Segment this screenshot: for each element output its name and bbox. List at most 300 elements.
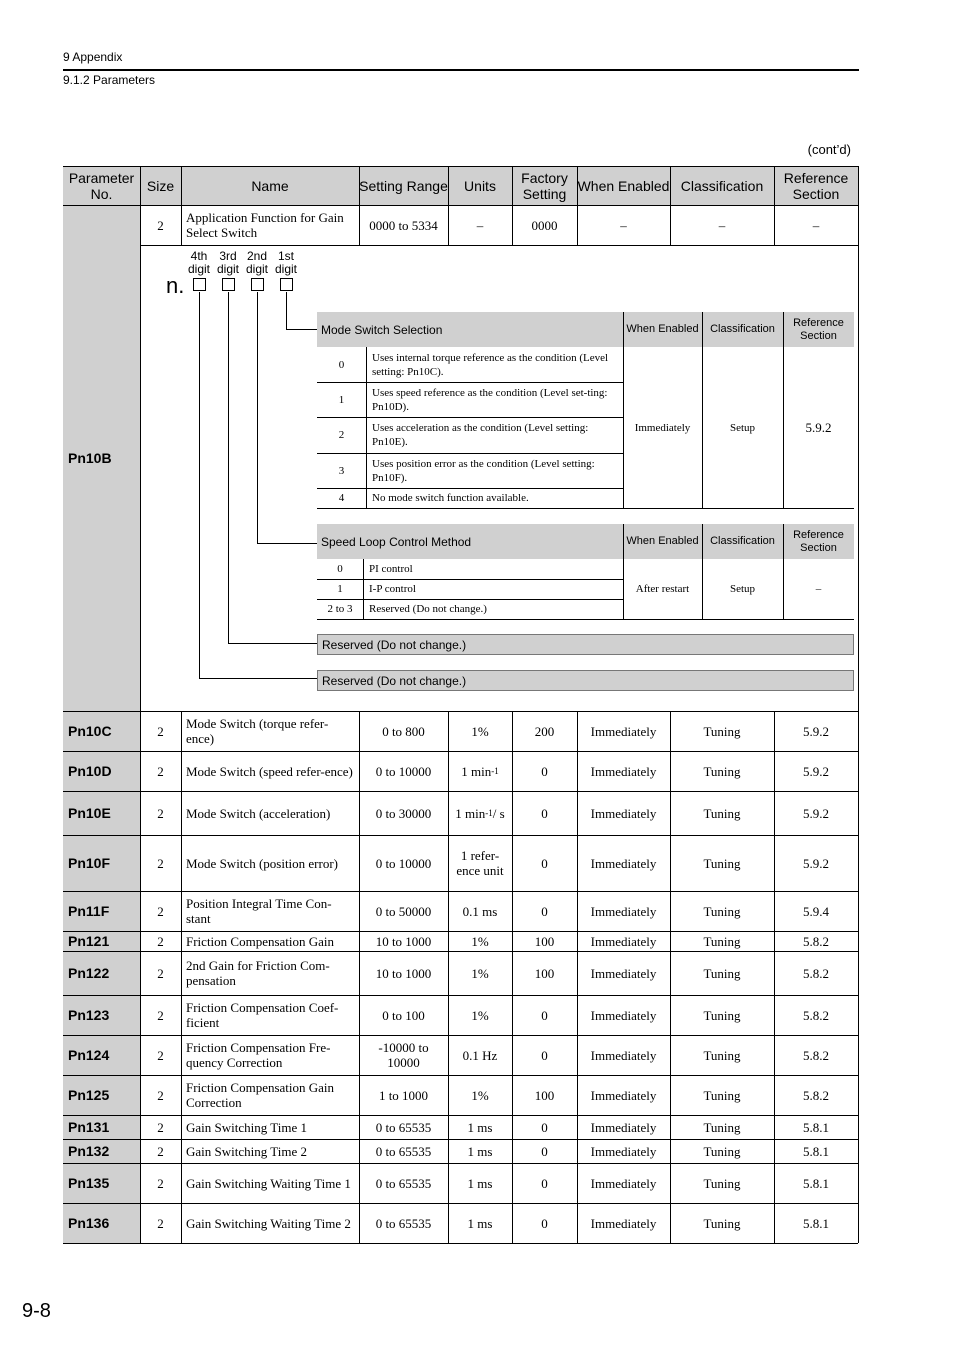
row-divider xyxy=(181,995,182,1035)
row-divider xyxy=(858,951,859,995)
sub-col-ref: Reference Section xyxy=(783,312,854,347)
row-divider xyxy=(359,951,360,995)
row-divider xyxy=(858,1163,859,1203)
row-divider xyxy=(577,891,578,931)
table-top-rule xyxy=(63,166,858,167)
row-divider xyxy=(774,205,775,245)
row-divider xyxy=(448,1203,449,1243)
row-name: Friction Compensation Gain xyxy=(186,933,335,949)
row-class: Tuning xyxy=(703,1175,741,1191)
row-size: 2 xyxy=(157,965,164,981)
row-divider xyxy=(858,891,859,931)
row-when: Immediately xyxy=(590,763,657,779)
row-divider xyxy=(140,931,141,951)
row-rule xyxy=(63,1139,858,1140)
row-divider xyxy=(448,1075,449,1115)
row-rule xyxy=(63,891,858,892)
param-cell: Pn131 xyxy=(63,1115,140,1139)
row-divider xyxy=(181,1139,182,1163)
row-units: 1% xyxy=(471,933,489,949)
row-class: Tuning xyxy=(703,1087,741,1103)
row-divider xyxy=(774,951,775,995)
row-divider xyxy=(448,891,449,931)
sub-rule xyxy=(623,619,854,620)
row-rule xyxy=(63,1075,858,1076)
row-factory: 0 xyxy=(541,1119,548,1135)
row-range: 0 to 65535 xyxy=(375,1215,432,1231)
row-size: 2 xyxy=(157,1047,164,1063)
col-header-units: Units xyxy=(448,166,512,205)
sub-col-when: When Enabled xyxy=(623,312,702,347)
row-class: Tuning xyxy=(703,965,741,981)
row-range: 0 to 800 xyxy=(382,723,425,739)
row-divider xyxy=(359,1115,360,1139)
header-divider xyxy=(181,166,182,205)
row-divider xyxy=(140,711,141,751)
param-cell: Pn11F xyxy=(63,891,140,931)
row-factory: 0 xyxy=(541,1047,548,1063)
mode-when: Immediately xyxy=(634,421,691,434)
row-when: Immediately xyxy=(590,1215,657,1231)
row-divider xyxy=(140,1203,141,1243)
header-divider xyxy=(448,166,449,205)
row-divider xyxy=(140,1163,141,1203)
row-when: Immediately xyxy=(590,1087,657,1103)
row-rule xyxy=(63,1035,858,1036)
row-units: 1 min -1 / s xyxy=(455,805,505,821)
row-class: Tuning xyxy=(703,805,741,821)
row-divider xyxy=(140,1115,141,1139)
col-header-range: Setting Range xyxy=(359,166,448,205)
row-ref: 5.9.2 xyxy=(803,763,829,779)
row-name: Mode Switch (speed refer-ence) xyxy=(186,763,353,779)
param-cell: Pn10C xyxy=(63,711,140,751)
row-divider xyxy=(577,751,578,791)
param-cell: Pn10E xyxy=(63,791,140,835)
row-divider xyxy=(512,751,513,791)
row-divider xyxy=(448,751,449,791)
sub-rule xyxy=(317,619,623,620)
pn10b-factory: 0000 xyxy=(531,217,558,233)
row-divider xyxy=(448,1139,449,1163)
digit-box xyxy=(251,278,264,291)
row-divider xyxy=(359,711,360,751)
row-divider xyxy=(858,995,859,1035)
row-divider xyxy=(181,1035,182,1075)
row-divider xyxy=(858,1075,859,1115)
row-name: Gain Switching Time 2 xyxy=(186,1143,307,1159)
row-divider xyxy=(774,891,775,931)
row-when: Immediately xyxy=(590,1143,657,1159)
row-size: 2 xyxy=(157,1007,164,1023)
row-divider xyxy=(858,711,859,751)
reserved-bar: Reserved (Do not change.) xyxy=(317,634,854,655)
header-divider xyxy=(359,166,360,205)
row-class: Tuning xyxy=(703,1119,741,1135)
row-divider xyxy=(448,835,449,891)
row-divider xyxy=(359,1075,360,1115)
row-rule xyxy=(63,711,858,712)
speed-description: I-P control xyxy=(369,583,416,595)
row-divider xyxy=(670,835,671,891)
row-size: 2 xyxy=(157,1215,164,1231)
sub-divider xyxy=(783,524,784,619)
row-divider xyxy=(858,1035,859,1075)
prefix-label: n. xyxy=(166,273,185,298)
row-factory: 200 xyxy=(534,723,555,739)
row-rule xyxy=(63,995,858,996)
row-name: Friction Compensation Coef-ficient xyxy=(186,1000,339,1030)
row-divider xyxy=(359,1139,360,1163)
row-divider xyxy=(577,1075,578,1115)
mode-description: Uses position error as the condition (Level setting: Pn10F). xyxy=(372,457,595,484)
row-divider xyxy=(670,931,671,951)
param-cell: Pn10B xyxy=(63,205,140,711)
row-divider xyxy=(181,951,182,995)
section-header: 9.1.2 Parameters xyxy=(63,73,156,87)
row-divider xyxy=(140,995,141,1035)
row-when: Immediately xyxy=(590,1175,657,1191)
row-size: 2 xyxy=(157,723,164,739)
row-divider xyxy=(140,791,141,835)
row-class: Tuning xyxy=(703,723,741,739)
row-divider xyxy=(359,1035,360,1075)
mode-value: 4 xyxy=(338,492,345,504)
row-name: Friction Compensation Gain Correction xyxy=(186,1080,335,1110)
row-divider xyxy=(577,931,578,951)
row-divider xyxy=(512,711,513,751)
row-divider xyxy=(512,951,513,995)
row-factory: 0 xyxy=(541,1175,548,1191)
digit-box xyxy=(222,278,235,291)
row-divider xyxy=(774,1203,775,1243)
row-ref: 5.8.1 xyxy=(803,1215,829,1231)
row-divider xyxy=(181,205,182,245)
row-divider xyxy=(140,891,141,931)
row-range: 0 to 10000 xyxy=(375,763,432,779)
row-divider xyxy=(140,751,141,791)
row-divider xyxy=(181,835,182,891)
pn10b-size: 2 xyxy=(157,217,164,233)
row-divider xyxy=(670,891,671,931)
row-divider xyxy=(181,1075,182,1115)
row-size: 2 xyxy=(157,1175,164,1191)
pn10b-when: – xyxy=(620,217,627,233)
param-cell: Pn121 xyxy=(63,931,140,951)
sub-divider xyxy=(366,347,367,508)
row-divider xyxy=(359,751,360,791)
sub-divider xyxy=(623,524,624,619)
mode-class: Setup xyxy=(729,421,756,434)
header-divider xyxy=(140,166,141,205)
row-name: Gain Switching Time 1 xyxy=(186,1119,307,1135)
row-units: 1% xyxy=(471,1087,489,1103)
speed-when: After restart xyxy=(635,583,690,595)
sub-divider xyxy=(702,312,703,508)
row-divider xyxy=(670,1035,671,1075)
row-divider xyxy=(577,1139,578,1163)
param-cell: Pn10F xyxy=(63,835,140,891)
row-divider xyxy=(670,751,671,791)
row-ref: 5.8.1 xyxy=(803,1143,829,1159)
row-divider xyxy=(670,995,671,1035)
row-size: 2 xyxy=(157,1143,164,1159)
row-size: 2 xyxy=(157,855,164,871)
row-divider xyxy=(140,1035,141,1075)
speed-class: Setup xyxy=(729,583,756,595)
row-units: 1% xyxy=(471,723,489,739)
row-divider xyxy=(448,711,449,751)
row-units: 1 min -1 xyxy=(461,763,499,779)
sub-col-when: When Enabled xyxy=(623,524,702,559)
row-size: 2 xyxy=(157,1087,164,1103)
row-divider xyxy=(670,1163,671,1203)
digit-label: 1st digit xyxy=(274,249,297,276)
speed-value: 1 xyxy=(337,583,343,595)
param-cell: Pn124 xyxy=(63,1035,140,1075)
row-class: Tuning xyxy=(703,1007,741,1023)
row-factory: 0 xyxy=(541,903,548,919)
row-divider xyxy=(359,995,360,1035)
pn10b-units: – xyxy=(476,217,484,233)
row-units: 1 ms xyxy=(467,1119,493,1135)
row-divider xyxy=(858,1203,859,1243)
row-divider xyxy=(774,931,775,951)
sub-col-class: Classification xyxy=(702,312,783,347)
row-factory: 100 xyxy=(534,933,555,949)
header-divider xyxy=(670,166,671,205)
row-units: 1% xyxy=(471,965,489,981)
row-divider xyxy=(858,931,859,951)
row-rule xyxy=(63,931,858,932)
row-divider xyxy=(448,1115,449,1139)
row-range: 0 to 30000 xyxy=(375,805,432,821)
row-name: Gain Switching Waiting Time 2 xyxy=(186,1215,351,1231)
param-cell: Pn122 xyxy=(63,951,140,995)
row-divider xyxy=(774,1075,775,1115)
row-class: Tuning xyxy=(703,903,741,919)
row-factory: 0 xyxy=(541,1007,548,1023)
row-divider xyxy=(670,1139,671,1163)
row-divider xyxy=(774,1115,775,1139)
row-size: 2 xyxy=(157,1119,164,1135)
param-cell: Pn125 xyxy=(63,1075,140,1115)
digit-label: 4th digit xyxy=(187,249,210,276)
param-cell: Pn132 xyxy=(63,1139,140,1163)
mode-description: Uses speed reference as the condition (Level set-ting: Pn10D). xyxy=(372,386,608,413)
speed-value: 0 xyxy=(337,563,343,575)
row-divider xyxy=(774,995,775,1035)
row-divider xyxy=(359,791,360,835)
row-name: Mode Switch (position error) xyxy=(186,855,339,871)
row-rule xyxy=(63,751,858,752)
row-size: 2 xyxy=(157,933,164,949)
row-divider xyxy=(670,1203,671,1243)
mode-description: Uses internal torque reference as the condition (Level setting: Pn10C). xyxy=(372,351,609,378)
row-range: -10000 to 10000 xyxy=(378,1040,429,1070)
row-divider xyxy=(181,711,182,751)
header-rule xyxy=(63,69,859,71)
reserved-bar: Reserved (Do not change.) xyxy=(317,670,854,691)
param-cell: Pn135 xyxy=(63,1163,140,1203)
row-divider xyxy=(512,1139,513,1163)
leader-line xyxy=(257,292,258,543)
row-divider xyxy=(359,1163,360,1203)
row-divider xyxy=(359,835,360,891)
row-divider xyxy=(577,1163,578,1203)
row-factory: 0 xyxy=(541,763,548,779)
col-header-size: Size xyxy=(140,166,181,205)
row-rule xyxy=(140,245,858,246)
row-range: 0 to 100 xyxy=(382,1007,425,1023)
row-size: 2 xyxy=(157,805,164,821)
sub-divider xyxy=(623,312,624,508)
row-range: 0 to 65535 xyxy=(375,1119,432,1135)
row-range: 0 to 65535 xyxy=(375,1175,432,1191)
row-divider xyxy=(774,835,775,891)
pn10b-name: Application Function for Gain Select Switch xyxy=(186,210,344,240)
mode-ref: 5.9.2 xyxy=(805,419,832,435)
chapter-header: 9 Appendix xyxy=(63,50,123,64)
row-rule xyxy=(63,1115,858,1116)
row-name: Mode Switch (torque refer-ence) xyxy=(186,716,329,746)
row-class: Tuning xyxy=(703,933,741,949)
row-divider xyxy=(181,1203,182,1243)
row-units: 0.1 ms xyxy=(462,903,498,919)
digit-box xyxy=(193,278,206,291)
row-units: 1% xyxy=(471,1007,489,1023)
row-factory: 100 xyxy=(534,965,555,981)
row-divider xyxy=(512,995,513,1035)
row-divider xyxy=(448,1163,449,1203)
header-divider xyxy=(774,166,775,205)
row-divider xyxy=(577,951,578,995)
row-divider xyxy=(181,931,182,951)
row-divider xyxy=(774,751,775,791)
header-divider xyxy=(858,166,859,205)
row-divider xyxy=(670,791,671,835)
row-divider xyxy=(512,1075,513,1115)
param-cell: Pn10D xyxy=(63,751,140,791)
row-divider xyxy=(858,1139,859,1163)
row-ref: 5.8.1 xyxy=(803,1119,829,1135)
row-size: 2 xyxy=(157,903,164,919)
col-header-class: Classification xyxy=(670,166,774,205)
row-rule xyxy=(63,835,858,836)
row-factory: 0 xyxy=(541,1215,548,1231)
row-range: 0 to 65535 xyxy=(375,1143,432,1159)
row-rule xyxy=(63,1203,858,1204)
row-divider xyxy=(577,1035,578,1075)
header-rule xyxy=(63,205,858,206)
row-rule xyxy=(63,1163,858,1164)
row-class: Tuning xyxy=(703,1215,741,1231)
sub-rule xyxy=(623,508,854,509)
row-divider xyxy=(512,1115,513,1139)
digit-label: 3rd digit xyxy=(216,249,239,276)
row-when: Immediately xyxy=(590,1047,657,1063)
row-ref: 5.9.2 xyxy=(803,723,829,739)
row-range: 10 to 1000 xyxy=(375,965,432,981)
mode-description: No mode switch function available. xyxy=(372,492,529,504)
row-when: Immediately xyxy=(590,903,657,919)
row-divider xyxy=(774,1163,775,1203)
speed-description: Reserved (Do not change.) xyxy=(369,603,487,615)
col-header-when: When Enabled xyxy=(577,166,670,205)
row-factory: 0 xyxy=(541,855,548,871)
row-range: 0 to 10000 xyxy=(375,855,432,871)
sub-rule xyxy=(317,508,623,509)
row-divider xyxy=(512,1163,513,1203)
table-bottom-rule xyxy=(63,1243,858,1244)
row-divider xyxy=(774,1035,775,1075)
mode-switch-title: Mode Switch Selection xyxy=(317,312,623,347)
row-divider xyxy=(858,751,859,791)
row-ref: 5.9.2 xyxy=(803,855,829,871)
row-divider xyxy=(512,791,513,835)
leader-line xyxy=(199,678,317,679)
row-divider xyxy=(181,891,182,931)
row-units: 1 refer-ence unit xyxy=(456,848,504,878)
speed-description: PI control xyxy=(369,563,413,575)
row-name: Friction Compensation Fre-quency Correction xyxy=(186,1040,331,1070)
continued-label: (cont’d) xyxy=(807,142,851,157)
row-class: Tuning xyxy=(703,763,741,779)
row-factory: 0 xyxy=(541,805,548,821)
row-when: Immediately xyxy=(590,855,657,871)
row-size: 2 xyxy=(157,763,164,779)
row-factory: 0 xyxy=(541,1143,548,1159)
leader-line xyxy=(286,292,287,329)
row-range: 0 to 50000 xyxy=(375,903,432,919)
row-divider xyxy=(858,1115,859,1139)
digit-label: 2nd digit xyxy=(245,249,268,276)
param-cell: Pn136 xyxy=(63,1203,140,1243)
sub-divider xyxy=(363,559,364,619)
row-divider xyxy=(512,835,513,891)
row-ref: 5.9.2 xyxy=(803,805,829,821)
row-divider xyxy=(670,1115,671,1139)
digit-box xyxy=(280,278,293,291)
sub-col-ref: Reference Section xyxy=(783,524,854,559)
row-ref: 5.8.2 xyxy=(803,1007,829,1023)
row-divider xyxy=(670,951,671,995)
row-rule xyxy=(63,791,858,792)
row-divider xyxy=(448,951,449,995)
row-divider xyxy=(448,995,449,1035)
header-divider xyxy=(577,166,578,205)
row-divider xyxy=(512,891,513,931)
row-name: Gain Switching Waiting Time 1 xyxy=(186,1175,351,1191)
row-rule xyxy=(63,951,858,952)
row-divider xyxy=(140,835,141,891)
row-name: Position Integral Time Con-stant xyxy=(186,896,332,926)
mode-description: Uses acceleration as the condition (Level setting: Pn10E). xyxy=(372,422,589,448)
row-divider xyxy=(512,1203,513,1243)
sub-col-class: Classification xyxy=(702,524,783,559)
row-when: Immediately xyxy=(590,933,657,949)
col-header-name: Name xyxy=(181,166,359,205)
table-edge xyxy=(858,205,859,711)
row-divider xyxy=(577,1115,578,1139)
leader-line xyxy=(228,643,317,644)
row-units: 1 ms xyxy=(467,1215,493,1231)
row-divider xyxy=(858,835,859,891)
row-when: Immediately xyxy=(590,723,657,739)
row-range: 1 to 1000 xyxy=(378,1087,429,1103)
row-units: 1 ms xyxy=(467,1143,493,1159)
row-divider xyxy=(577,1203,578,1243)
